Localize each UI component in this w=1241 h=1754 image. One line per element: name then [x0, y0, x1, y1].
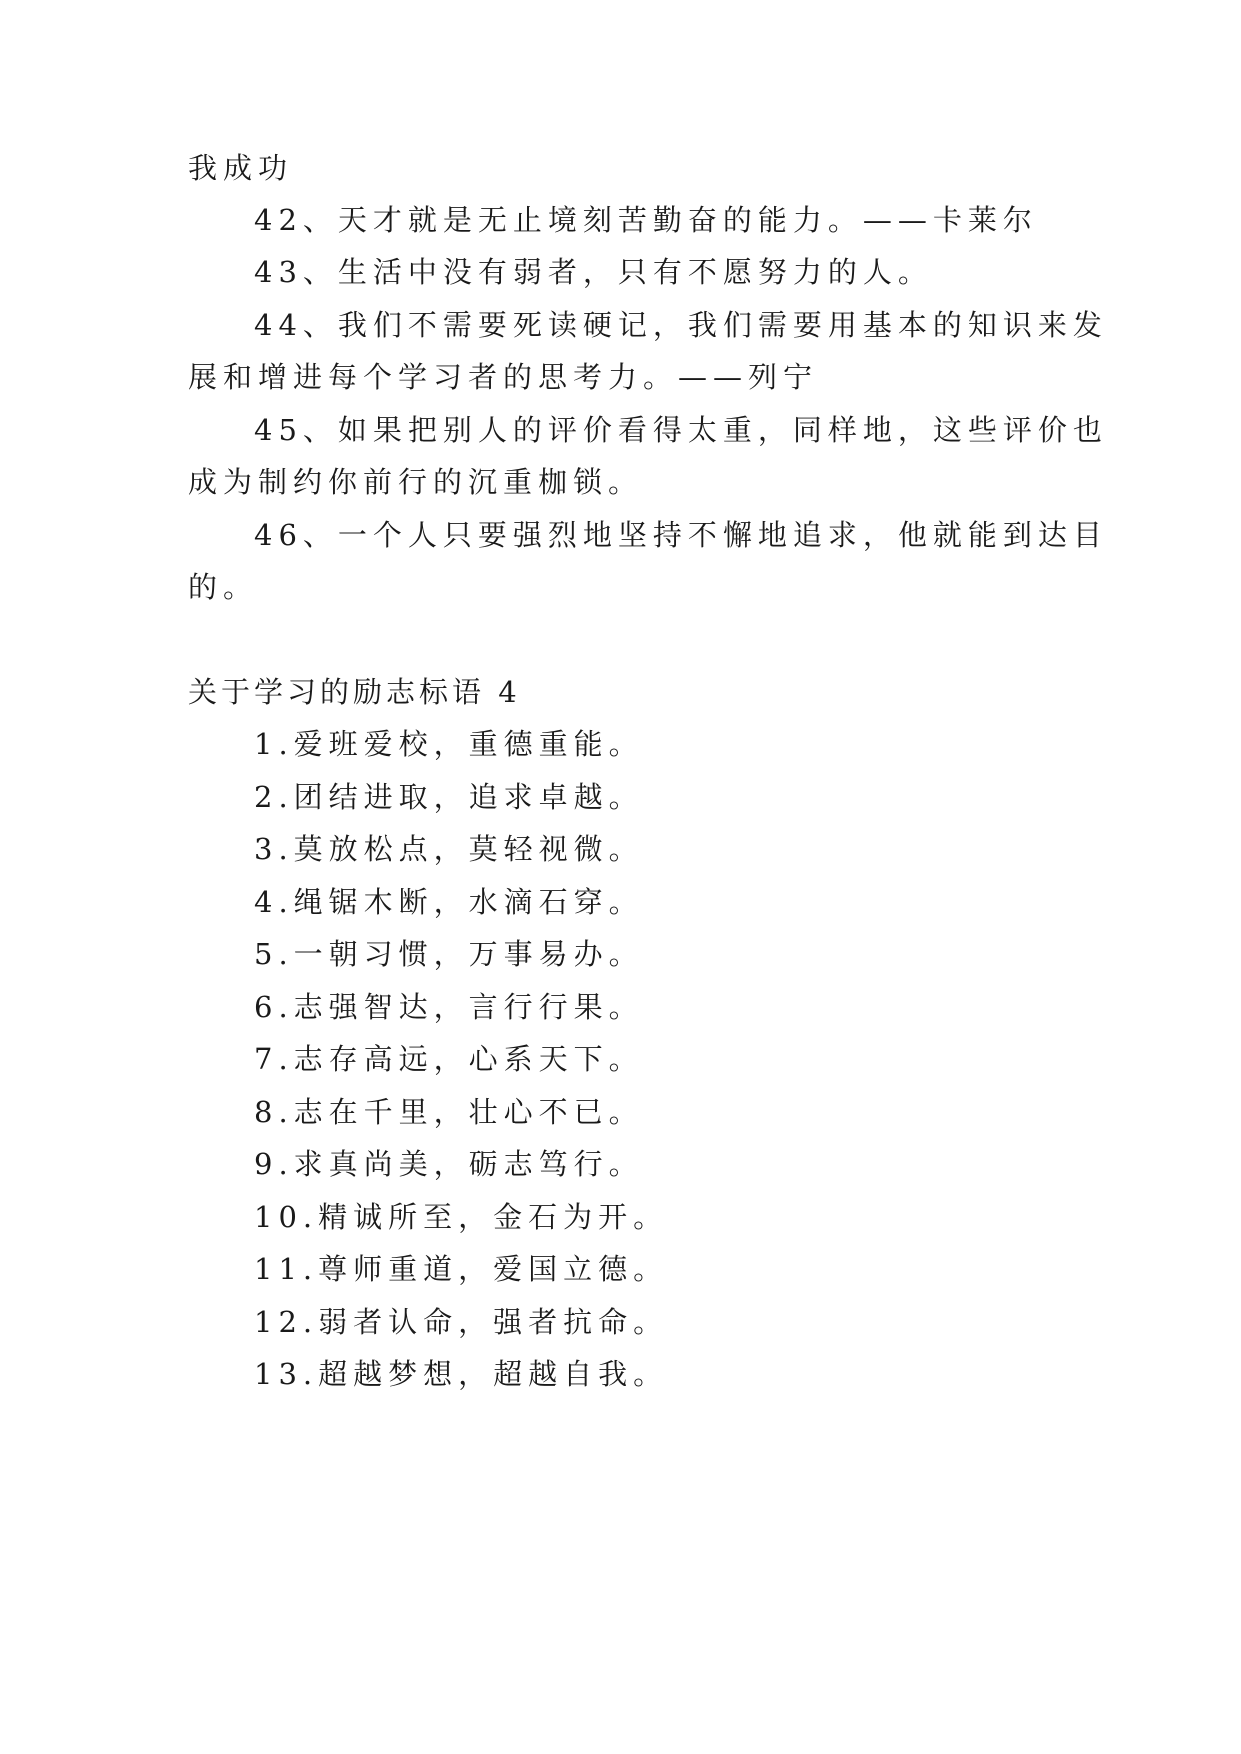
- continuation-text: 我成功: [188, 151, 294, 185]
- quote-43: 43、生活中没有弱者，只有不愿努力的人。: [254, 255, 933, 289]
- quote-42: 42、天才就是无止境刻苦勤奋的能力。——卡莱尔: [254, 203, 1038, 237]
- slogan-item: 1.爱班爱校，重德重能。: [254, 727, 644, 761]
- slogan-item: 7.志存高远，心系天下。: [254, 1042, 644, 1076]
- quote-44-line1: 44、我们不需要死读硬记，我们需要用基本的知识来发: [254, 308, 1108, 342]
- slogan-item: 6.志强智达，言行行果。: [254, 990, 644, 1024]
- slogan-item: 10.精诚所至，金石为开。: [254, 1200, 669, 1234]
- quote-46-line1: 46、一个人只要强烈地坚持不懈地追求，他就能到达目: [254, 518, 1108, 552]
- slogan-item: 12.弱者认命，强者抗命。: [254, 1305, 669, 1339]
- slogan-item: 5.一朝习惯，万事易办。: [254, 937, 644, 971]
- quote-44-line2: 展和增进每个学习者的思考力。——列宁: [188, 360, 819, 394]
- slogan-item: 2.团结进取，追求卓越。: [254, 780, 644, 814]
- slogan-item: 4.绳锯木断，水滴石穿。: [254, 885, 644, 919]
- quote-46-line2: 的。: [188, 570, 259, 604]
- quote-45-line2: 成为制约你前行的沉重枷锁。: [188, 465, 644, 499]
- slogan-item: 13.超越梦想，超越自我。: [254, 1357, 669, 1391]
- slogan-item: 11.尊师重道，爱国立德。: [254, 1252, 669, 1286]
- section-heading: 关于学习的励志标语 4: [188, 675, 521, 709]
- slogan-item: 3.莫放松点，莫轻视微。: [254, 832, 644, 866]
- slogan-item: 8.志在千里，壮心不已。: [254, 1095, 644, 1129]
- slogan-item: 9.求真尚美，砺志笃行。: [254, 1147, 644, 1181]
- quote-45-line1: 45、如果把别人的评价看得太重，同样地，这些评价也: [254, 413, 1108, 447]
